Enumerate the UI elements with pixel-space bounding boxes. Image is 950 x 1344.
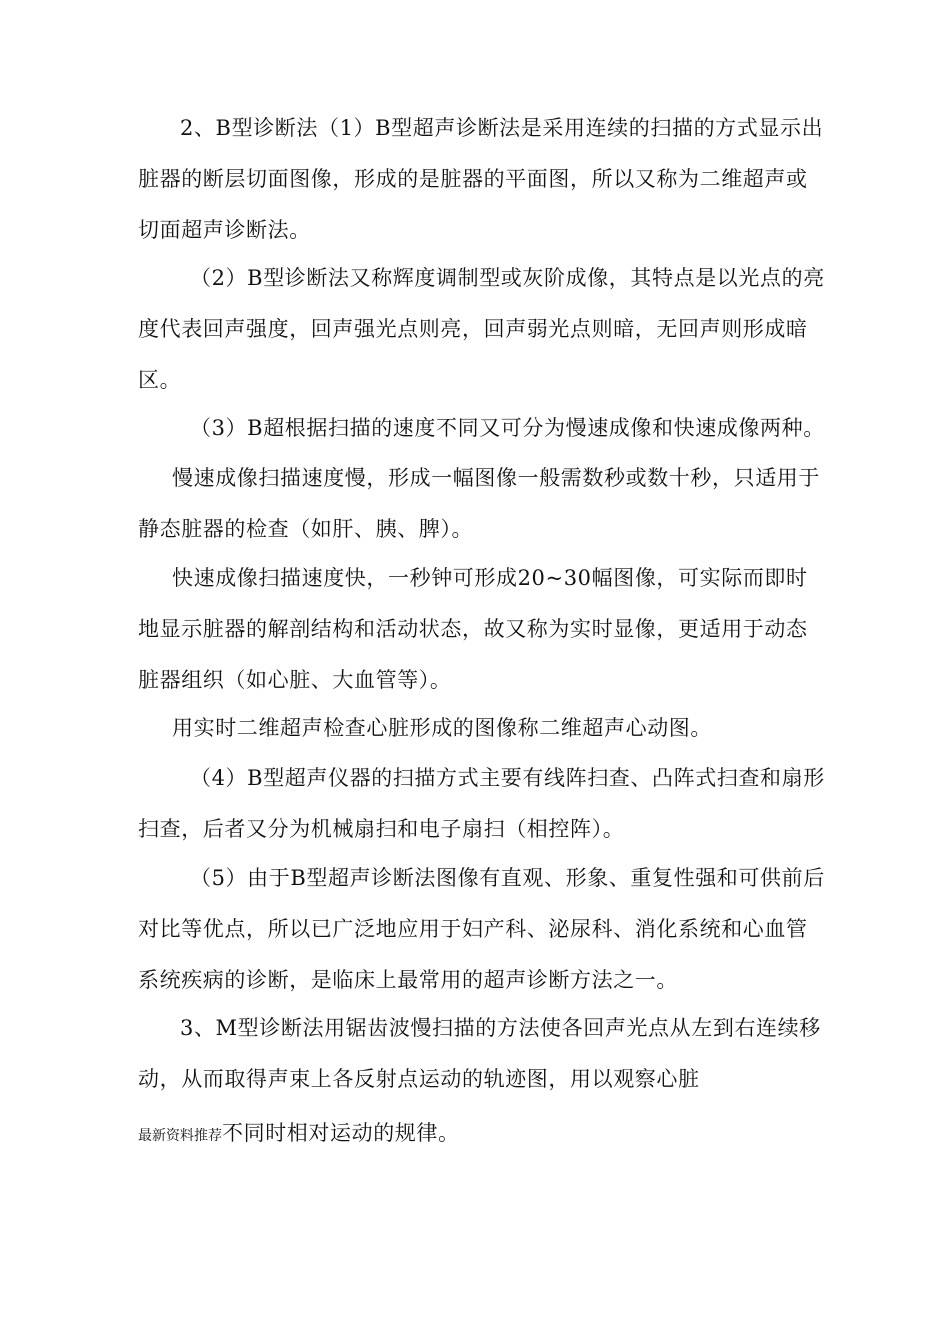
footer-text: 不同时相对运动的规律。 xyxy=(222,1121,460,1145)
paragraph-b-mode-intro: 2、B型诊断法（1）B型超声诊断法是采用连续的扫描的方式显示出脏器的断层切面图像，形成的是脏器的平面图，所以又称为二维超声或切面超声诊断法。 xyxy=(138,116,824,242)
footer-line xyxy=(138,1113,828,1156)
paragraph-m-mode: 3、M型诊断法用锯齿波慢扫描的方法使各回声光点从左到右连续移动，从而取得声束上各反射点运动的轨迹图，用以观察心脏 xyxy=(138,1016,821,1091)
paragraph-b-mode-speed: （3）B超根据扫描的速度不同又可分为慢速成像和快速成像两种。 xyxy=(190,416,825,440)
paragraph-b-mode-brightness: （2）B型诊断法又称辉度调制型或灰阶成像，其特点是以光点的亮度代表回声强度，回声强光点则亮，回声弱光点则暗，无回声则形成暗区。 xyxy=(138,266,825,392)
paragraph-fast-imaging: 快速成像扫描速度快，一秒钟可形成20~30幅图像，可实际而即时地显示脏器的解剖结构和活动状态，故又称为实时显像，更适用于动态脏器组织（如心脏、大血管等）。 xyxy=(138,566,808,692)
paragraph-echocardiogram: 用实时二维超声检查心脏形成的图像称二维超声心动图。 xyxy=(172,716,712,740)
footer-label: 最新资料推荐 xyxy=(138,1128,222,1144)
paragraph-scan-methods: （4）B型超声仪器的扫描方式主要有线阵扫查、凸阵式扫查和扇形扫查，后者又分为机械扇扫和电子扇扫（相控阵）。 xyxy=(138,766,825,841)
paragraph-slow-imaging: 慢速成像扫描速度慢，形成一幅图像一般需数秒或数十秒，只适用于静态脏器的检查（如肝、胰、脾）。 xyxy=(138,466,820,541)
paragraph-b-mode-advantages: （5）由于B型超声诊断法图像有直观、形象、重复性强和可供前后对比等优点，所以已广泛地应用于妇产科、泌尿科、消化系统和心血管系统疾病的诊断，是临床上最常用的超声诊断方法之一。 xyxy=(138,866,825,992)
